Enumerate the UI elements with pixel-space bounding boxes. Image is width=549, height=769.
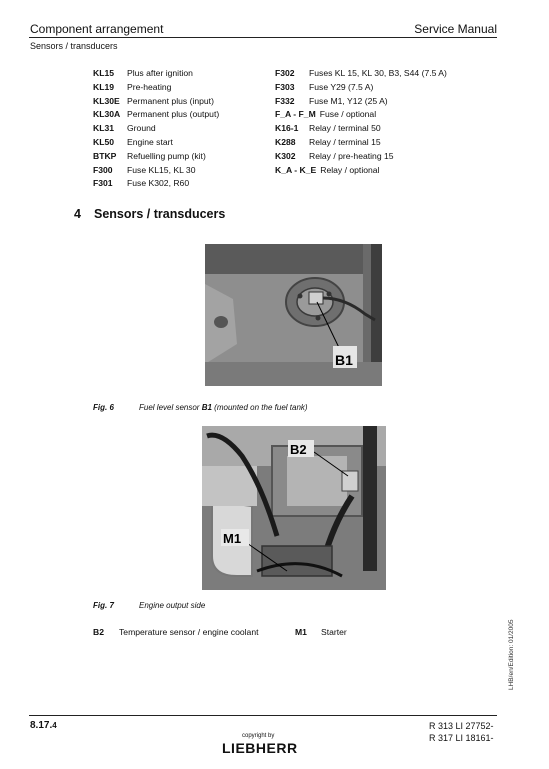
legend-item	[93, 177, 219, 191]
legend-text: Temperature sensor / engine coolant	[119, 627, 259, 637]
legend-text: Fuses KL 15, KL 30, B3, S44 (7.5 A)	[309, 68, 447, 78]
section-title: Sensors / transducers	[94, 207, 226, 221]
legend-text: Ground	[127, 123, 156, 134]
legend-text: Fuse / optional	[319, 109, 377, 120]
legend-item	[275, 136, 447, 150]
legend-text: Fuse Y29 (7.5 A)	[309, 81, 374, 92]
legend-text: Relay / pre-heating 15	[309, 150, 394, 161]
legend-item	[93, 95, 219, 109]
legend-code: KL15	[93, 68, 115, 78]
figure6-caption-code: B1	[201, 403, 212, 412]
fuel-level-sensor-photo	[205, 244, 382, 386]
model-number-2: R 317 LI 18161-	[429, 733, 494, 743]
legend-item	[93, 122, 219, 136]
legend-text: Permanent plus (output)	[127, 109, 220, 120]
page-title: Component arrangement	[30, 22, 164, 36]
legend-code: F300	[93, 164, 113, 175]
legend-code: F301	[93, 178, 113, 189]
figure6-caption-text: Fuel level sensor	[139, 403, 202, 412]
manual-title: Service Manual	[414, 22, 497, 36]
legend-item	[93, 81, 219, 95]
legend-code: K16-1	[275, 123, 299, 134]
model-numbers	[429, 720, 494, 744]
figure7-callout-b2: B2	[290, 442, 307, 457]
figure7-caption	[93, 601, 205, 610]
legend-code: F_A - F_M	[275, 109, 316, 120]
legend-item	[275, 122, 447, 136]
figure7-legend-m1	[295, 627, 347, 637]
legend-item	[275, 164, 447, 178]
legend-item	[93, 164, 219, 178]
copyright-text: copyright by	[242, 733, 275, 739]
legend-item	[275, 81, 447, 95]
legend-text: Fuse M1, Y12 (25 A)	[309, 95, 388, 106]
legend-text: Plus after ignition	[127, 68, 193, 78]
legend-code: K302	[275, 150, 296, 161]
header-divider	[29, 37, 497, 38]
figure7-callout-m1: M1	[223, 531, 242, 546]
legend-code: F332	[275, 95, 295, 106]
legend-item	[93, 150, 219, 164]
figure7-caption-text: Engine output side	[139, 601, 206, 610]
legend-code: F302	[275, 68, 295, 78]
legend-item	[93, 67, 219, 81]
abbreviation-legend-right	[275, 67, 447, 177]
legend-text: Relay / terminal 15	[309, 136, 381, 147]
page-number-main: 8.17.	[30, 720, 53, 731]
abbreviation-legend-left	[93, 67, 219, 191]
legend-code: KL31	[93, 123, 115, 134]
legend-code: KL19	[93, 81, 115, 92]
legend-text: Relay / optional	[320, 164, 380, 175]
legend-code: K_A - K_E	[275, 164, 317, 175]
legend-code: B2	[93, 627, 104, 637]
page-number-sub: 4	[52, 721, 57, 730]
legend-text: Relay / terminal 50	[309, 123, 381, 134]
legend-code: KL30E	[93, 95, 120, 106]
page-subtitle: Sensors / transducers	[30, 41, 118, 51]
legend-item	[275, 150, 447, 164]
figure7-number: Fig. 7	[93, 601, 114, 610]
legend-text: Engine start	[127, 136, 173, 147]
figure6-callout: B1	[335, 352, 353, 368]
section-number: 4	[74, 207, 81, 221]
legend-code: F303	[275, 81, 295, 92]
legend-code: M1	[295, 627, 307, 637]
legend-code: KL30A	[93, 109, 121, 120]
engine-output-side-photo	[202, 426, 386, 590]
edition-note: LHB/en/Edition: 01/2005	[508, 619, 515, 690]
legend-item	[275, 108, 447, 122]
legend-text: Refuelling pump (kit)	[127, 150, 206, 161]
model-number-1: R 313 LI 27752-	[429, 721, 494, 731]
legend-code: K288	[275, 136, 296, 147]
footer-divider	[29, 715, 497, 716]
brand-logo: LIEBHERR	[222, 740, 298, 756]
section-heading	[74, 207, 225, 221]
figure6-caption-tail: (mounted on the fuel tank)	[211, 403, 308, 412]
legend-text: Permanent plus (input)	[127, 95, 214, 106]
legend-text: Starter	[321, 627, 347, 637]
legend-item	[93, 136, 219, 150]
legend-item	[275, 95, 447, 109]
figure7-legend-b2	[93, 627, 259, 637]
page-number	[30, 720, 57, 731]
legend-text: Pre-heating	[127, 81, 172, 92]
legend-text: Fuse KL15, KL 30	[127, 164, 196, 175]
legend-code: BTKP	[93, 150, 117, 161]
figure6-number: Fig. 6	[93, 403, 114, 412]
figure6-caption	[93, 403, 308, 412]
legend-item	[93, 108, 219, 122]
legend-item	[275, 67, 447, 81]
legend-code: KL50	[93, 136, 115, 147]
legend-text: Fuse K302, R60	[127, 178, 190, 189]
